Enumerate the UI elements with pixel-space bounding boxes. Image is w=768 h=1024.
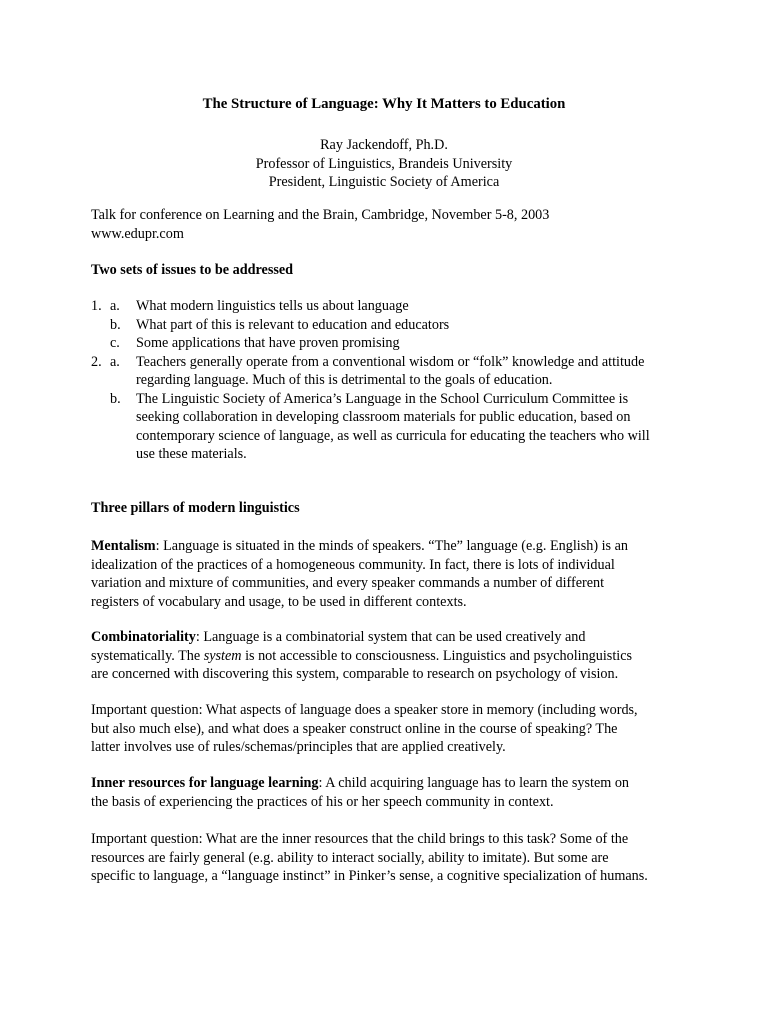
combinatoriality-term: Combinatoriality — [91, 629, 196, 645]
mentalism-text: variation and mixture of communities, and every speaker commands a number of different — [91, 575, 605, 591]
issues-heading-text: Two sets of issues to be addressed — [91, 262, 294, 278]
question-text: Important question: What are the inner resources that the child brings to this task? Some of the — [91, 831, 629, 847]
item-text: What modern linguistics tells us about language — [136, 298, 409, 314]
talk-info — [91, 206, 681, 243]
item-text: Some applications that have proven promising — [136, 335, 400, 351]
item-text: The Linguistic Society of America’s Language in the School Curriculum Committee is — [136, 390, 629, 407]
item-text: regarding language. Much of this is detrimental to the goals of education. — [136, 372, 553, 388]
inner-resources-paragraph — [91, 774, 681, 811]
inner-resources-text: the basis of experiencing the practices of his or her speech community in context. — [91, 793, 554, 810]
item-letter: a. — [110, 353, 120, 370]
mentalism-paragraph — [91, 537, 681, 611]
talk-website: www.edupr.com — [91, 225, 184, 242]
question-text: but also much else), and what does a speaker construct online in the course of speaking? The — [91, 720, 618, 737]
item-text: Teachers generally operate from a conventional wisdom or “folk” knowledge and attitude — [136, 353, 645, 370]
question-paragraph-1 — [91, 701, 681, 757]
mentalism-text: : Language is situated in the minds of speakers. “The” language (e.g. English) is an — [155, 538, 629, 554]
item-letter: a. — [110, 298, 120, 314]
pillars-heading-text: Three pillars of modern linguistics — [91, 500, 300, 516]
author-role: President, Linguistic Society of America — [268, 174, 500, 190]
list-item — [91, 316, 691, 335]
item-number: 2. — [91, 353, 102, 370]
list-item — [91, 390, 691, 464]
combinatoriality-text: is not accessible to consciousness. Linguistics and psycholinguistics — [241, 647, 633, 664]
inner-resources-text: : A child acquiring language has to learn the system on — [318, 775, 630, 791]
author-position: Professor of Linguistics, Brandeis University — [255, 155, 513, 172]
combinatoriality-text: : Language is a combinatorial system that can be used creatively and — [195, 629, 586, 645]
item-text: use these materials. — [136, 446, 247, 462]
document-title: The Structure of Language: Why It Matters to Education — [202, 96, 566, 112]
author-block — [0, 136, 768, 192]
item-text: seeking collaboration in developing classroom materials for public education, based on — [136, 409, 631, 425]
question-text: Important question: What aspects of language does a speaker store in memory (including words, — [91, 702, 638, 718]
item-text: What part of this is relevant to education and educators — [136, 316, 450, 333]
question-text: resources are fairly general (e.g. ability to interact socially, ability to imitate). But some are — [91, 849, 609, 866]
item-letter: c. — [110, 335, 120, 351]
item-number: 1. — [91, 298, 102, 314]
item-text: contemporary science of language, as well as curricula for educating the teachers who will — [136, 427, 650, 444]
combinatoriality-paragraph — [91, 628, 681, 684]
issues-heading — [91, 261, 681, 280]
question-paragraph-2 — [91, 830, 681, 886]
item-letter: b. — [110, 390, 121, 407]
mentalism-term: Mentalism — [91, 538, 156, 554]
inner-resources-term: Inner resources for language learning — [91, 775, 319, 791]
talk-line: Talk for conference on Learning and the Brain, Cambridge, November 5-8, 2003 — [91, 207, 550, 223]
author-name: Ray Jackendoff, Ph.D. — [320, 137, 448, 153]
list-item — [91, 334, 691, 353]
item-letter: b. — [110, 316, 121, 333]
question-text: specific to language, a “language instinct” in Pinker’s sense, a cognitive specialization of humans. — [91, 868, 648, 884]
list-item — [91, 353, 691, 390]
mentalism-text: idealization of the practices of a homogeneous community. In fact, there is lots of individual — [91, 556, 615, 573]
pillars-heading — [91, 499, 681, 518]
system-emphasis: system — [203, 647, 242, 664]
combinatoriality-text: systematically. The — [91, 647, 204, 664]
question-text: latter involves use of rules/schemas/principles that are applied creatively. — [91, 739, 506, 755]
issues-list — [91, 297, 691, 464]
combinatoriality-text: are concerned with discovering this system, comparable to research on psychology of vision. — [91, 666, 619, 682]
list-item — [91, 297, 691, 316]
mentalism-text: registers of vocabulary and usage, to be used in different contexts. — [91, 593, 467, 610]
